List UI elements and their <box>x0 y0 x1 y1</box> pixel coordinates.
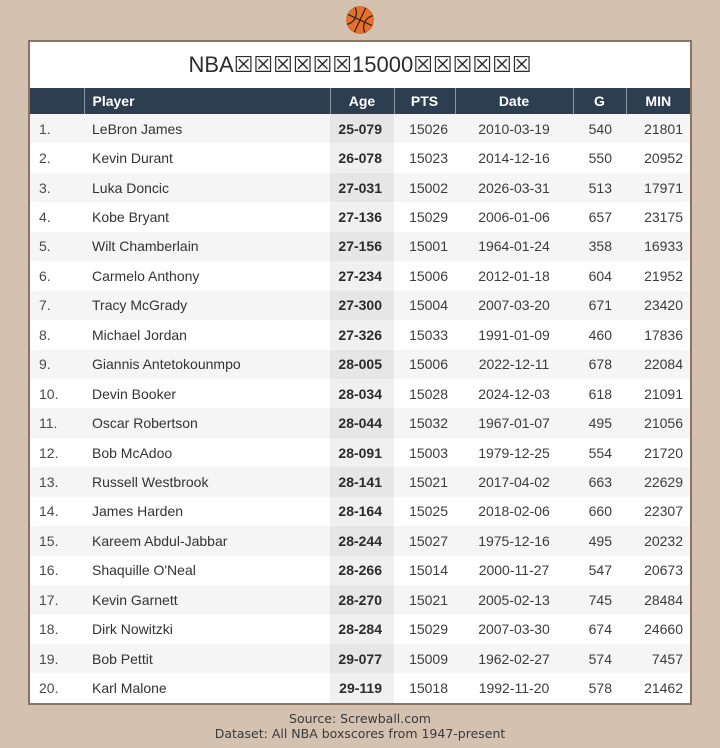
age-cell: 27-300 <box>330 291 394 320</box>
age-cell: 26-078 <box>330 143 394 172</box>
age-cell: 27-136 <box>330 202 394 231</box>
age-cell: 25-079 <box>330 114 394 143</box>
table-row <box>30 556 690 585</box>
g-cell: 578 <box>588 680 612 697</box>
player-cell: Michael Jordan <box>92 326 187 343</box>
date-cell: 1992-11-20 <box>478 680 550 697</box>
pts-cell: 15004 <box>409 297 448 314</box>
player-cell: Luka Doncic <box>92 179 170 196</box>
pts-cell: 15006 <box>409 267 448 284</box>
player-cell: Oscar Robertson <box>92 415 198 432</box>
table-row <box>30 379 690 408</box>
player-cell: Kevin Durant <box>92 150 173 167</box>
min-cell: 21091 <box>644 385 683 402</box>
pts-cell: 15027 <box>409 532 448 549</box>
table-row <box>30 408 690 437</box>
g-cell: 674 <box>588 621 612 638</box>
age-cell: 29-077 <box>330 644 394 673</box>
table-row <box>30 497 690 526</box>
g-cell: 660 <box>588 503 612 520</box>
pts-cell: 15001 <box>409 238 448 255</box>
pts-cell: 15028 <box>409 385 448 402</box>
table-row <box>30 202 690 231</box>
table-row <box>30 261 690 290</box>
date-cell: 2026-03-31 <box>478 179 550 196</box>
min-cell: 20232 <box>644 532 683 549</box>
table-row <box>30 291 690 320</box>
table-row <box>30 673 690 702</box>
player-cell: Bob McAdoo <box>92 444 173 461</box>
date-cell: 2018-02-06 <box>478 503 550 520</box>
age-cell: 27-234 <box>330 261 394 290</box>
pts-cell: 15029 <box>409 209 448 226</box>
column-header-g: G <box>573 88 626 114</box>
table-row <box>30 614 690 643</box>
date-cell: 2022-12-11 <box>478 356 550 373</box>
date-cell: 2014-12-16 <box>478 150 550 167</box>
g-cell: 513 <box>588 179 612 196</box>
min-cell: 28484 <box>644 591 683 608</box>
g-cell: 358 <box>588 238 612 255</box>
g-cell: 574 <box>588 650 612 667</box>
table-row <box>30 114 690 143</box>
g-cell: 745 <box>588 591 612 608</box>
min-cell: 17836 <box>644 326 683 343</box>
rank-cell: 18. <box>39 621 59 638</box>
age-cell: 28-244 <box>330 526 394 555</box>
player-cell: Kobe Bryant <box>92 209 170 226</box>
g-cell: 618 <box>588 385 612 402</box>
min-cell: 23175 <box>644 209 683 226</box>
rank-cell: 14. <box>39 503 59 520</box>
player-cell: Wilt Chamberlain <box>92 238 199 255</box>
player-cell: Russell Westbrook <box>92 473 209 490</box>
column-header-pts: PTS <box>394 88 455 114</box>
g-cell: 657 <box>588 209 612 226</box>
min-cell: 21952 <box>644 267 683 284</box>
date-cell: 2024-12-03 <box>478 385 550 402</box>
min-cell: 16933 <box>644 238 683 255</box>
min-cell: 17971 <box>644 179 683 196</box>
rank-cell: 8. <box>39 326 51 343</box>
date-cell: 1975-12-16 <box>478 532 550 549</box>
table-row <box>30 467 690 496</box>
age-cell: 28-284 <box>330 614 394 643</box>
rank-cell: 1. <box>39 120 51 137</box>
pts-cell: 15032 <box>409 415 448 432</box>
pts-cell: 15023 <box>409 150 448 167</box>
date-cell: 1991-01-09 <box>478 326 550 343</box>
pts-cell: 15025 <box>409 503 448 520</box>
pts-cell: 15033 <box>409 326 448 343</box>
g-cell: 460 <box>588 326 612 343</box>
min-cell: 20673 <box>644 562 683 579</box>
pts-cell: 15026 <box>409 120 448 137</box>
g-cell: 678 <box>588 356 612 373</box>
rank-cell: 16. <box>39 562 59 579</box>
g-cell: 495 <box>588 532 612 549</box>
table-row <box>30 438 690 467</box>
source-text: Source: Screwball.com <box>289 710 431 726</box>
pts-cell: 15021 <box>409 591 448 608</box>
rank-cell: 6. <box>39 267 51 284</box>
table-row <box>30 644 690 673</box>
rank-cell: 4. <box>39 209 51 226</box>
pts-cell: 15021 <box>409 473 448 490</box>
pts-cell: 15009 <box>409 650 448 667</box>
age-cell: 28-091 <box>330 438 394 467</box>
date-cell: 1962-02-27 <box>478 650 550 667</box>
player-cell: Devin Booker <box>92 385 177 402</box>
age-cell: 27-156 <box>330 232 394 261</box>
pts-cell: 15014 <box>409 562 448 579</box>
g-cell: 671 <box>588 297 612 314</box>
rank-cell: 5. <box>39 238 51 255</box>
min-cell: 21056 <box>644 415 683 432</box>
age-cell: 28-044 <box>330 408 394 437</box>
player-cell: Dirk Nowitzki <box>92 621 173 638</box>
age-cell: 27-031 <box>330 173 394 202</box>
date-cell: 2005-02-13 <box>478 591 550 608</box>
rank-cell: 10. <box>39 385 59 402</box>
min-cell: 23420 <box>644 297 683 314</box>
table-card <box>28 40 692 705</box>
g-cell: 550 <box>588 150 612 167</box>
min-cell: 22629 <box>644 473 683 490</box>
age-cell: 28-005 <box>330 350 394 379</box>
age-cell: 29-119 <box>330 673 394 702</box>
player-cell: Kareem Abdul-Jabbar <box>92 532 228 549</box>
rank-cell: 9. <box>39 356 51 373</box>
pts-cell: 15029 <box>409 621 448 638</box>
date-cell: 2012-01-18 <box>478 267 550 284</box>
g-cell: 547 <box>588 562 612 579</box>
g-cell: 663 <box>588 473 612 490</box>
g-cell: 540 <box>588 120 612 137</box>
table-header <box>30 88 690 114</box>
pts-cell: 15003 <box>409 444 448 461</box>
player-cell: Shaquille O'Neal <box>92 562 196 579</box>
table-row <box>30 526 690 555</box>
rank-cell: 11. <box>39 415 58 432</box>
age-cell: 28-270 <box>330 585 394 614</box>
player-cell: Bob Pettit <box>92 650 153 667</box>
stats-table <box>30 88 690 703</box>
min-cell: 7457 <box>651 650 683 667</box>
min-cell: 21801 <box>644 120 683 137</box>
age-cell: 28-266 <box>330 556 394 585</box>
min-cell: 22084 <box>644 356 683 373</box>
player-cell: Tracy McGrady <box>92 297 188 314</box>
column-header-min: MIN <box>626 88 690 114</box>
g-cell: 554 <box>588 444 612 461</box>
g-cell: 495 <box>588 415 612 432</box>
dataset-text: Dataset: All NBA boxscores from 1947-present <box>214 726 506 742</box>
rank-cell: 12. <box>39 444 59 461</box>
date-cell: 2007-03-20 <box>478 297 550 314</box>
player-cell: LeBron James <box>92 120 183 137</box>
table-row <box>30 143 690 172</box>
table-row <box>30 173 690 202</box>
player-cell: Kevin Garnett <box>92 591 178 608</box>
min-cell: 20952 <box>644 150 683 167</box>
footer <box>0 711 720 742</box>
age-cell: 28-034 <box>330 379 394 408</box>
rank-cell: 20. <box>39 680 59 697</box>
rank-cell: 7. <box>39 297 51 314</box>
table-row <box>30 350 690 379</box>
table-row <box>30 585 690 614</box>
min-cell: 24660 <box>644 621 683 638</box>
date-cell: 1967-01-07 <box>478 415 550 432</box>
column-header-date: Date <box>455 88 573 114</box>
date-cell: 1964-01-24 <box>478 238 550 255</box>
page-header-decoration <box>0 0 720 40</box>
player-cell: Carmelo Anthony <box>92 267 200 284</box>
date-cell: 2017-04-02 <box>478 473 550 490</box>
pts-cell: 15006 <box>409 356 448 373</box>
age-cell: 28-164 <box>330 497 394 526</box>
date-cell: 1979-12-25 <box>478 444 550 461</box>
age-cell: 28-141 <box>330 467 394 496</box>
table-row <box>30 232 690 261</box>
page-title: NBA☒☒☒☒☒☒15000☒☒☒☒☒☒ <box>188 52 532 77</box>
date-cell: 2000-11-27 <box>478 562 550 579</box>
basketball-icon <box>344 4 376 36</box>
player-cell: Karl Malone <box>92 680 167 697</box>
pts-cell: 15018 <box>409 680 448 697</box>
min-cell: 21462 <box>644 680 683 697</box>
column-header-player: Player <box>84 88 330 114</box>
min-cell: 21720 <box>644 444 683 461</box>
rank-cell: 3. <box>39 179 51 196</box>
min-cell: 22307 <box>644 503 683 520</box>
rank-cell: 17. <box>39 591 59 608</box>
date-cell: 2010-03-19 <box>478 120 550 137</box>
rank-cell: 13. <box>39 473 59 490</box>
column-header-rank <box>30 88 84 114</box>
table-row <box>30 320 690 349</box>
pts-cell: 15002 <box>409 179 448 196</box>
date-cell: 2006-01-06 <box>478 209 550 226</box>
date-cell: 2007-03-30 <box>478 621 550 638</box>
player-cell: James Harden <box>92 503 184 520</box>
rank-cell: 15. <box>39 532 59 549</box>
g-cell: 604 <box>588 267 612 284</box>
rank-cell: 2. <box>39 150 51 167</box>
column-header-age: Age <box>330 88 394 114</box>
age-cell: 27-326 <box>330 320 394 349</box>
player-cell: Giannis Antetokounmpo <box>92 356 241 373</box>
rank-cell: 19. <box>39 650 59 667</box>
table-body <box>30 114 690 703</box>
